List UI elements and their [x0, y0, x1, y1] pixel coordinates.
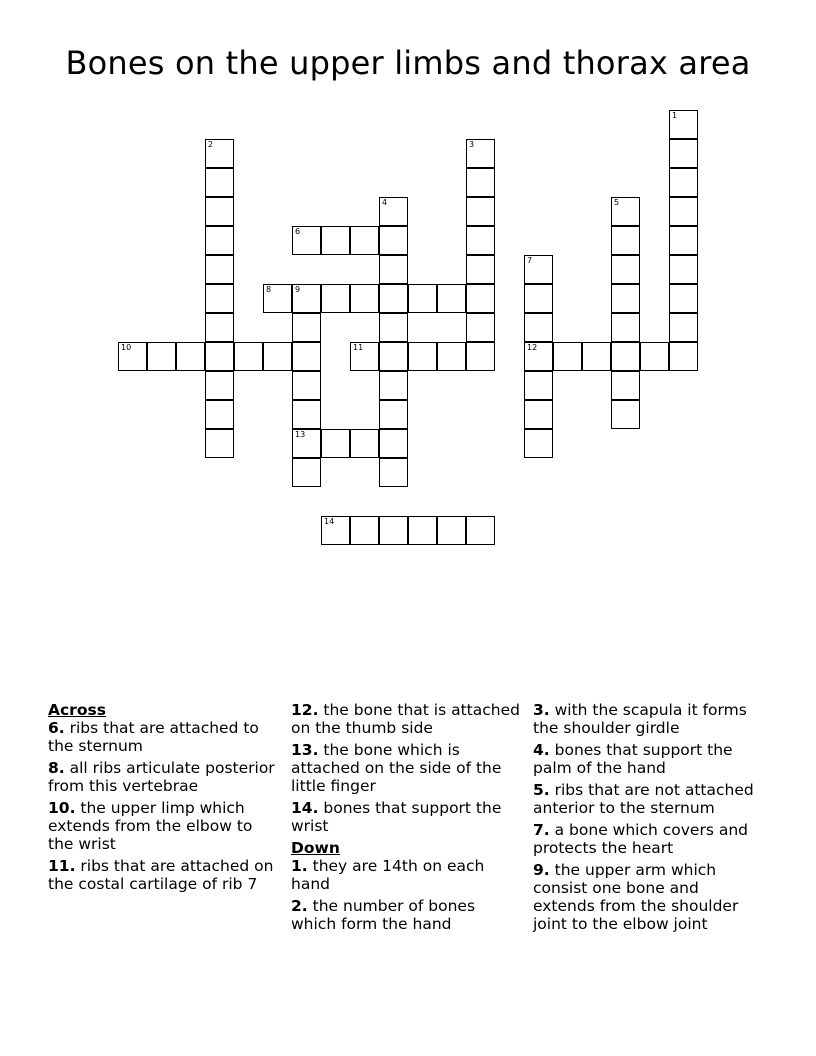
grid-cell[interactable] [669, 342, 698, 371]
clues-column-1 [48, 701, 280, 897]
grid-cell[interactable] [669, 255, 698, 284]
grid-cell[interactable] [292, 400, 321, 429]
cell-number: 10 [121, 343, 132, 352]
grid-cell[interactable] [466, 197, 495, 226]
grid-cell[interactable] [437, 516, 466, 545]
grid-cell[interactable] [466, 168, 495, 197]
grid-cell[interactable] [379, 429, 408, 458]
grid-cell[interactable] [611, 371, 640, 400]
down-heading: Down [291, 839, 340, 857]
grid-cell[interactable] [205, 429, 234, 458]
across-heading: Across [48, 701, 106, 719]
grid-cell[interactable] [611, 226, 640, 255]
clue-across-8: 8. all ribs articulate posterior from this vertebrae [48, 759, 275, 795]
grid-cell[interactable] [408, 284, 437, 313]
clue-down-7: 7. a bone which covers and protects the heart [533, 821, 748, 857]
grid-cell[interactable] [669, 313, 698, 342]
grid-cell[interactable] [321, 516, 350, 545]
grid-cell[interactable] [582, 342, 611, 371]
grid-cell[interactable] [321, 226, 350, 255]
grid-cell[interactable] [524, 313, 553, 342]
grid-cell[interactable] [205, 400, 234, 429]
cell-number: 13 [295, 430, 306, 439]
grid-cell[interactable] [234, 342, 263, 371]
grid-cell[interactable] [379, 400, 408, 429]
grid-cell[interactable] [466, 226, 495, 255]
grid-cell[interactable] [205, 255, 234, 284]
grid-cell[interactable] [437, 342, 466, 371]
clue-down-5: 5. ribs that are not attached anterior to the sternum [533, 781, 754, 817]
grid-cell[interactable] [611, 342, 640, 371]
cell-number: 9 [295, 285, 301, 294]
grid-cell[interactable] [466, 284, 495, 313]
grid-cell[interactable] [611, 313, 640, 342]
grid-cell[interactable] [669, 226, 698, 255]
grid-cell[interactable] [379, 284, 408, 313]
grid-cell[interactable] [524, 284, 553, 313]
grid-cell[interactable] [350, 516, 379, 545]
grid-cell[interactable] [466, 516, 495, 545]
grid-cell[interactable] [408, 516, 437, 545]
grid-cell[interactable] [292, 371, 321, 400]
grid-cell[interactable] [292, 284, 321, 313]
cell-number: 14 [324, 517, 335, 526]
grid-cell[interactable] [611, 284, 640, 313]
grid-cell[interactable] [611, 197, 640, 226]
grid-cell[interactable] [321, 284, 350, 313]
grid-cell[interactable] [350, 284, 379, 313]
cell-number: 4 [382, 198, 388, 207]
clue-down-3: 3. with the scapula it forms the shoulder girdle [533, 701, 747, 737]
cell-number: 12 [527, 343, 538, 352]
grid-cell[interactable] [524, 400, 553, 429]
grid-cell[interactable] [205, 168, 234, 197]
cell-number: 11 [353, 343, 364, 352]
grid-cell[interactable] [205, 284, 234, 313]
clue-across-6: 6. ribs that are attached to the sternum [48, 719, 259, 755]
grid-cell[interactable] [205, 371, 234, 400]
clue-down-9: 9. the upper arm which consist one bone and extends from the shoulder joint to the elbow joint [533, 861, 739, 933]
clue-down-2: 2. the number of bones which form the hand [291, 897, 476, 933]
clue-across-11: 11. ribs that are attached on the costal cartilage of rib 7 [48, 857, 274, 893]
cell-number: 6 [295, 227, 301, 236]
cell-number: 1 [672, 111, 678, 120]
grid-cell[interactable] [205, 342, 234, 371]
grid-cell[interactable] [205, 226, 234, 255]
grid-cell[interactable] [321, 429, 350, 458]
grid-cell[interactable] [292, 313, 321, 342]
grid-cell[interactable] [263, 284, 292, 313]
grid-cell[interactable] [524, 342, 553, 371]
grid-cell[interactable] [466, 255, 495, 284]
grid-cell[interactable] [466, 342, 495, 371]
grid-cell[interactable] [553, 342, 582, 371]
grid-cell[interactable] [611, 255, 640, 284]
clue-across-13: 13. the bone which is attached on the side of the little finger [291, 741, 502, 795]
grid-cell[interactable] [408, 342, 437, 371]
grid-cell[interactable] [669, 197, 698, 226]
grid-cell[interactable] [379, 371, 408, 400]
grid-cell[interactable] [640, 342, 669, 371]
grid-cell[interactable] [350, 429, 379, 458]
grid-cell[interactable] [379, 342, 408, 371]
cell-number: 3 [469, 140, 475, 149]
grid-cell[interactable] [669, 139, 698, 168]
grid-cell[interactable] [379, 313, 408, 342]
cell-number: 5 [614, 198, 620, 207]
grid-cell[interactable] [292, 342, 321, 371]
grid-cell[interactable] [379, 226, 408, 255]
clues-column-3 [533, 701, 765, 937]
cell-number: 2 [208, 140, 214, 149]
grid-cell[interactable] [292, 429, 321, 458]
grid-cell[interactable] [379, 197, 408, 226]
grid-cell[interactable] [379, 255, 408, 284]
clue-across-12: 12. the bone that is attached on the thumb side [291, 701, 520, 737]
grid-cell[interactable] [437, 284, 466, 313]
grid-cell[interactable] [524, 429, 553, 458]
cell-number: 7 [527, 256, 533, 265]
clue-down-4: 4. bones that support the palm of the hand [533, 741, 733, 777]
clue-across-14: 14. bones that support the wrist [291, 799, 502, 835]
grid-cell[interactable] [292, 226, 321, 255]
grid-cell[interactable] [524, 255, 553, 284]
grid-cell[interactable] [669, 110, 698, 139]
clue-down-1: 1. they are 14th on each hand [291, 857, 485, 893]
grid-cell[interactable] [147, 342, 176, 371]
grid-cell[interactable] [263, 342, 292, 371]
grid-cell[interactable] [466, 139, 495, 168]
grid-cell[interactable] [524, 371, 553, 400]
grid-cell[interactable] [669, 284, 698, 313]
grid-cell[interactable] [611, 400, 640, 429]
grid-cell[interactable] [379, 516, 408, 545]
grid-cell[interactable] [379, 458, 408, 487]
grid-cell[interactable] [205, 197, 234, 226]
grid-cell[interactable] [466, 313, 495, 342]
page-title: Bones on the upper limbs and thorax area [65, 44, 751, 82]
grid-cell[interactable] [292, 458, 321, 487]
grid-cell[interactable] [118, 342, 147, 371]
cell-number: 8 [266, 285, 272, 294]
grid-cell[interactable] [350, 342, 379, 371]
grid-cell[interactable] [669, 168, 698, 197]
grid-cell[interactable] [350, 226, 379, 255]
grid-cell[interactable] [176, 342, 205, 371]
clues-column-2 [291, 701, 523, 937]
grid-cell[interactable] [205, 139, 234, 168]
grid-cell[interactable] [205, 313, 234, 342]
clue-across-10: 10. the upper limp which extends from the elbow to the wrist [48, 799, 253, 853]
